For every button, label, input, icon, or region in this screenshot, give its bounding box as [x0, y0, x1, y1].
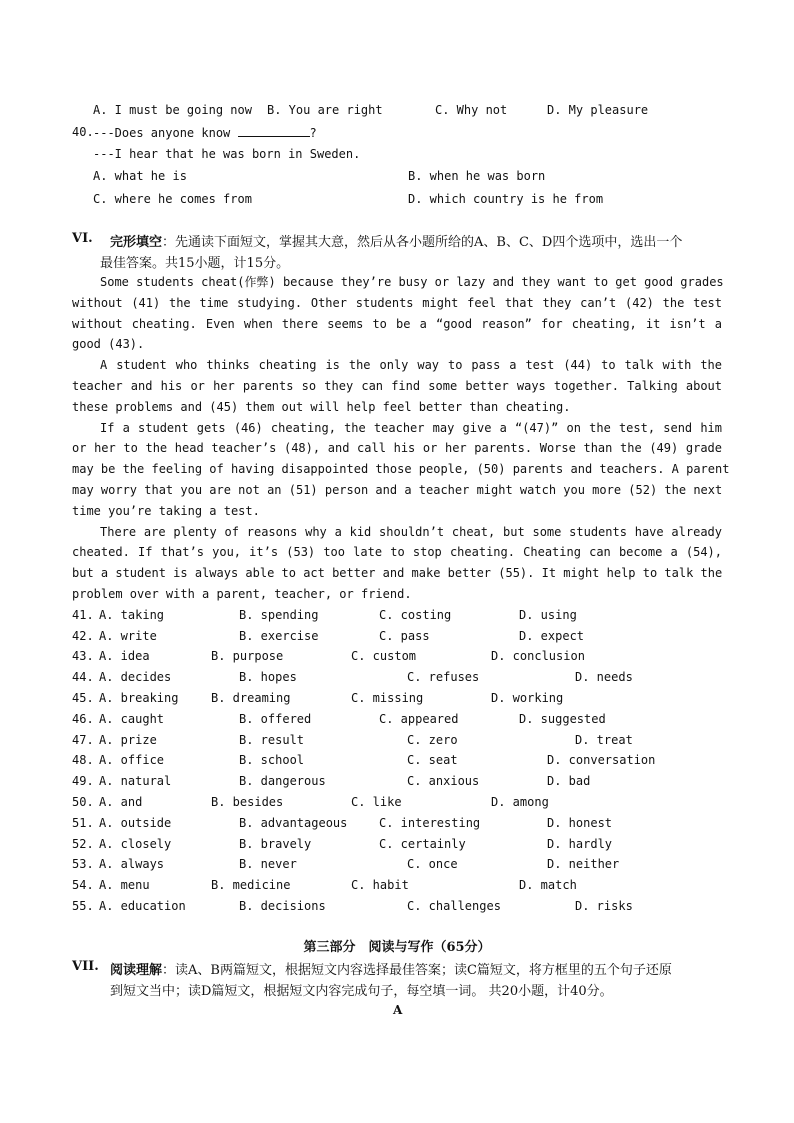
part3-heading: 第三部分 阅读与写作（65分）: [303, 940, 491, 955]
option-b: B. purpose: [211, 649, 284, 663]
option-c: C. pass: [379, 629, 430, 643]
option-number: 48.: [72, 753, 94, 767]
option-number: 49.: [72, 774, 94, 788]
option-d: D. neither: [547, 857, 620, 871]
option-c: C. zero: [407, 733, 458, 747]
section6-instruction-text: ：先通读下面短文，掌握其大意，然后从各小题所给的A、B、C、D四个选项中，选出一个: [162, 235, 683, 250]
section6-label: VI.: [72, 231, 93, 246]
option-number: 45.: [72, 691, 94, 705]
q40-question-suffix: ?: [309, 126, 317, 140]
option-b: B. dangerous: [239, 774, 326, 788]
q40-answer-blank: [238, 125, 310, 137]
q39-option-d: D. My pleasure: [547, 103, 649, 117]
q40-option-d: D. which country is he from: [408, 192, 604, 206]
option-number: 55.: [72, 899, 94, 913]
option-b: B. result: [239, 733, 305, 747]
option-a: A. write: [99, 629, 157, 643]
q39-option-b: B. You are right: [267, 103, 383, 117]
option-a: A. education: [99, 899, 186, 913]
option-number: 43.: [72, 649, 94, 663]
option-d: D. expect: [519, 629, 585, 643]
option-d: D. bad: [547, 774, 591, 788]
option-b: B. school: [239, 753, 305, 767]
option-number: 54.: [72, 878, 94, 892]
option-c: C. challenges: [407, 899, 501, 913]
option-d: D. treat: [575, 733, 633, 747]
option-a: A. menu: [99, 878, 150, 892]
option-c: C. anxious: [407, 774, 480, 788]
option-a: A. always: [99, 857, 165, 871]
section7-instruction-text: ：读A、B两篇短文，根据短文内容选择最佳答案；读C篇短文，将方框里的五个句子还原: [162, 963, 672, 978]
option-d: D. among: [491, 795, 549, 809]
option-number: 51.: [72, 816, 94, 830]
option-d: D. risks: [575, 899, 633, 913]
option-d: D. needs: [575, 670, 633, 684]
q40-option-c: C. where he comes from: [93, 192, 252, 206]
q39-option-a: A. I must be going now: [93, 103, 252, 117]
option-d: D. honest: [547, 816, 613, 830]
option-d: D. match: [519, 878, 577, 892]
passage-line: time you’re taking a test.: [72, 504, 260, 518]
option-c: C. habit: [351, 878, 409, 892]
option-b: B. hopes: [239, 670, 297, 684]
section7-label: VII.: [72, 959, 99, 974]
q40-question-prefix: ---Does anyone know: [93, 126, 231, 140]
option-c: C. interesting: [379, 816, 481, 830]
passage-line: teacher and his or her parents so they can find some better ways together. Talking about: [72, 379, 722, 393]
option-number: 50.: [72, 795, 94, 809]
option-a: A. idea: [99, 649, 150, 663]
option-b: B. never: [239, 857, 297, 871]
option-b: B. spending: [239, 608, 319, 622]
option-a: A. breaking: [99, 691, 179, 705]
q40-number: 40.: [72, 125, 94, 139]
option-a: A. taking: [99, 608, 165, 622]
option-a: A. natural: [99, 774, 172, 788]
q40-option-a: A. what he is: [93, 169, 187, 183]
option-a: A. closely: [99, 837, 172, 851]
option-number: 52.: [72, 837, 94, 851]
option-b: B. bravely: [239, 837, 312, 851]
option-c: C. custom: [351, 649, 417, 663]
option-a: A. and: [99, 795, 143, 809]
passage-line: A student who thinks cheating is the only way to pass a test (44) to talk with the: [100, 358, 722, 372]
q40-reply: ---I hear that he was born in Sweden.: [93, 147, 361, 161]
option-number: 44.: [72, 670, 94, 684]
option-c: C. seat: [407, 753, 458, 767]
section7-title: 阅读理解: [110, 963, 163, 978]
passage-line: without cheating. Even when there seems to be a “good reason” for cheating, it isn’t a: [72, 317, 722, 331]
option-number: 42.: [72, 629, 94, 643]
option-c: C. costing: [379, 608, 452, 622]
option-b: B. offered: [239, 712, 312, 726]
option-a: A. caught: [99, 712, 165, 726]
option-b: B. besides: [211, 795, 284, 809]
q39-option-c: C. Why not: [435, 103, 508, 117]
passage-line: but a student is always able to act better and make better (55). It might help to talk the: [72, 566, 723, 580]
passage-line: There are plenty of reasons why a kid shouldn’t cheat, but some students have already: [100, 525, 722, 539]
option-c: C. refuses: [407, 670, 480, 684]
passage-line: may worry that you are not an (51) person and a teacher might watch you more (52) the next: [72, 483, 723, 497]
option-number: 46.: [72, 712, 94, 726]
section6-title: 完形填空: [110, 235, 163, 250]
option-c: C. certainly: [379, 837, 466, 851]
option-number: 53.: [72, 857, 94, 871]
option-d: D. using: [519, 608, 577, 622]
option-number: 47.: [72, 733, 94, 747]
section7-instruction-line1: [110, 959, 672, 978]
option-b: B. medicine: [211, 878, 291, 892]
section6-instruction-line2: 最佳答案。共15小题，计15分。: [100, 256, 290, 271]
passage-a-label: A: [393, 1003, 403, 1017]
option-b: B. exercise: [239, 629, 319, 643]
passage-line: If a student gets (46) cheating, the teacher may give a “(47)” on the test, send him: [100, 421, 722, 435]
option-d: D. working: [491, 691, 564, 705]
passage-line: problem over with a parent, teacher, or friend.: [72, 587, 412, 601]
q40-option-b: B. when he was born: [408, 169, 546, 183]
option-b: B. advantageous: [239, 816, 348, 830]
option-d: D. conversation: [547, 753, 656, 767]
option-b: B. decisions: [239, 899, 326, 913]
option-a: A. decides: [99, 670, 172, 684]
option-c: C. once: [407, 857, 458, 871]
q40-question: [93, 125, 317, 140]
section6-instruction-line1: [110, 231, 682, 250]
option-b: B. dreaming: [211, 691, 291, 705]
option-a: A. office: [99, 753, 165, 767]
option-a: A. outside: [99, 816, 172, 830]
option-c: C. like: [351, 795, 402, 809]
passage-line: Some students cheat(作弊) because they’re busy or lazy and they want to get good grades: [100, 275, 724, 289]
option-c: C. appeared: [379, 712, 459, 726]
option-number: 41.: [72, 608, 94, 622]
passage-line: may be the feeling of having disappointed those people, (50) parents and teachers. A parent: [72, 462, 730, 476]
section7-instruction-line2: 到短文当中；读D篇短文，根据短文内容完成句子，每空填一词。 共20小题，计40分。: [110, 984, 613, 999]
passage-line: without (41) the time studying. Other students might feel that they can’t (42) the test: [72, 296, 722, 310]
passage-line: or her to the head teacher’s (48), and call his or her parents. Worse than the (49) grade: [72, 441, 722, 455]
option-a: A. prize: [99, 733, 157, 747]
option-d: D. hardly: [547, 837, 613, 851]
option-c: C. missing: [351, 691, 424, 705]
option-d: D. suggested: [519, 712, 606, 726]
passage-line: these problems and (45) them out will help feel better than cheating.: [72, 400, 571, 414]
passage-line: good (43).: [72, 337, 145, 351]
option-d: D. conclusion: [491, 649, 585, 663]
passage-line: cheated. If that’s you, it’s (53) too late to stop cheating. Cheating can become a (54),: [72, 545, 722, 559]
